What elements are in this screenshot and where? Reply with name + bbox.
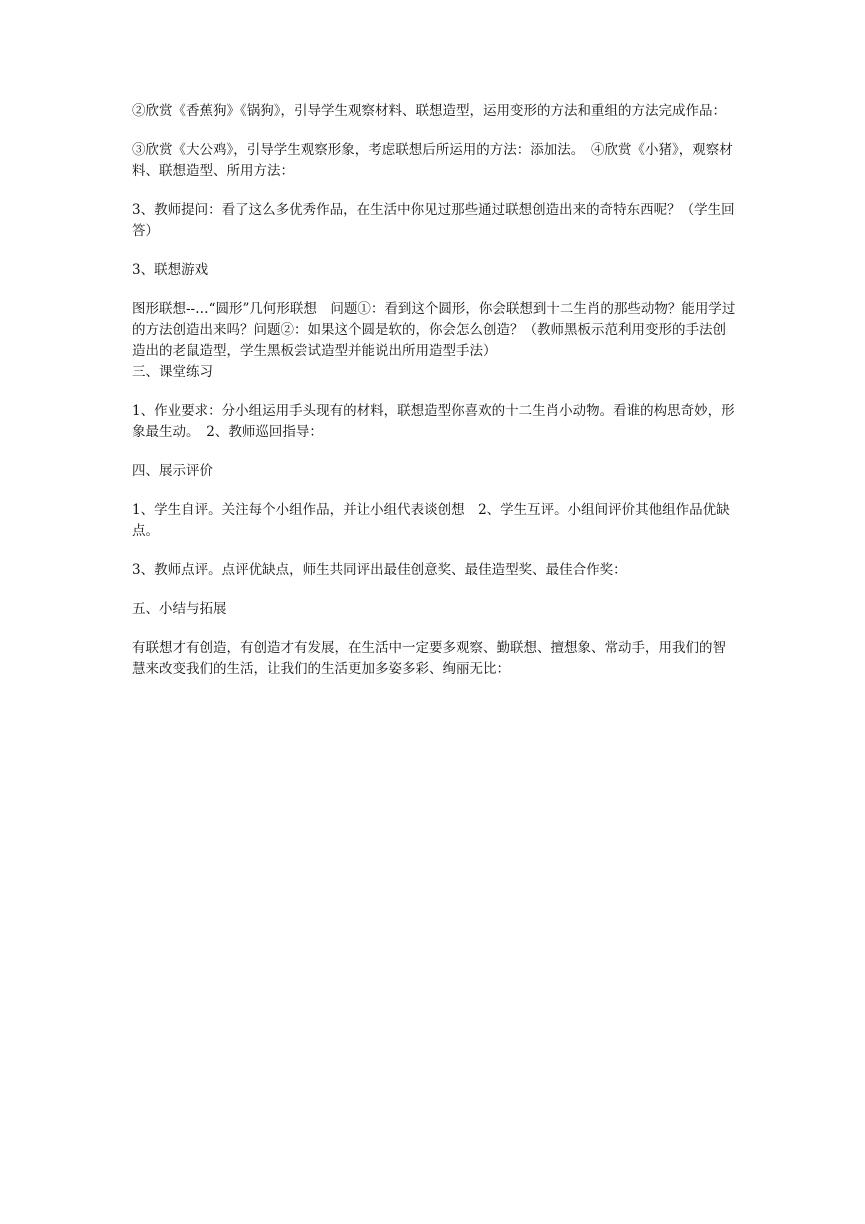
paragraph: 有联想才有创造，有创造才有发展，在生活中一定要多观察、勤联想、擅想象、常动手，用我们的智慧来改变我们的生活，让我们的生活更加多姿多彩、绚丽无比：: [132, 640, 726, 677]
section-heading: 3、联想游戏: [132, 262, 209, 278]
paragraph: ②欣赏《香蕉狗》《锅狗》，引导学生观察材料、联想造型，运用变形的方法和重组的方法完成作品：: [132, 103, 726, 119]
paragraph: 3、教师点评。点评优缺点，师生共同评出最佳创意奖、最佳造型奖、最佳合作奖：: [132, 562, 627, 578]
document-body: [132, 101, 736, 698]
paragraph: 3、教师提问：看了这么多优秀作品，在生活中你见过那些通过联想创造出来的奇特东西呢？（学生回答）: [132, 202, 735, 239]
paragraph: 1、学生自评。关注每个小组作品，并让小组代表谈创想 2、学生互评。小组间评价其他组作品优缺点。: [132, 502, 730, 539]
section-heading: 三、课堂练习: [132, 364, 213, 380]
section-heading: 四、展示评价: [132, 463, 213, 479]
paragraph: 图形联想--…“圆形”几何形联想 问题①：看到这个圆形，你会联想到十二生肖的那些动物？能用学过的方法创造出来吗？问题②：如果这个圆是软的，你会怎么创造？（教师黑板示范利用变形的手法创造出的老鼠造型，学生黑板尝试造型并能说出所用造型手法）: [132, 301, 736, 359]
paragraph: 1、作业要求：分小组运用手头现有的材料，联想造型你喜欢的十二生肖小动物。看谁的构思奇妙，形象最生动。 2、教师巡回指导：: [132, 403, 735, 440]
paragraph: ③欣赏《大公鸡》，引导学生观察形象，考虑联想后所运用的方法：添加法。 ④欣赏《小猪》，观察材料、联想造型、所用方法：: [132, 142, 733, 179]
section-heading: 五、小结与拓展: [132, 601, 227, 617]
